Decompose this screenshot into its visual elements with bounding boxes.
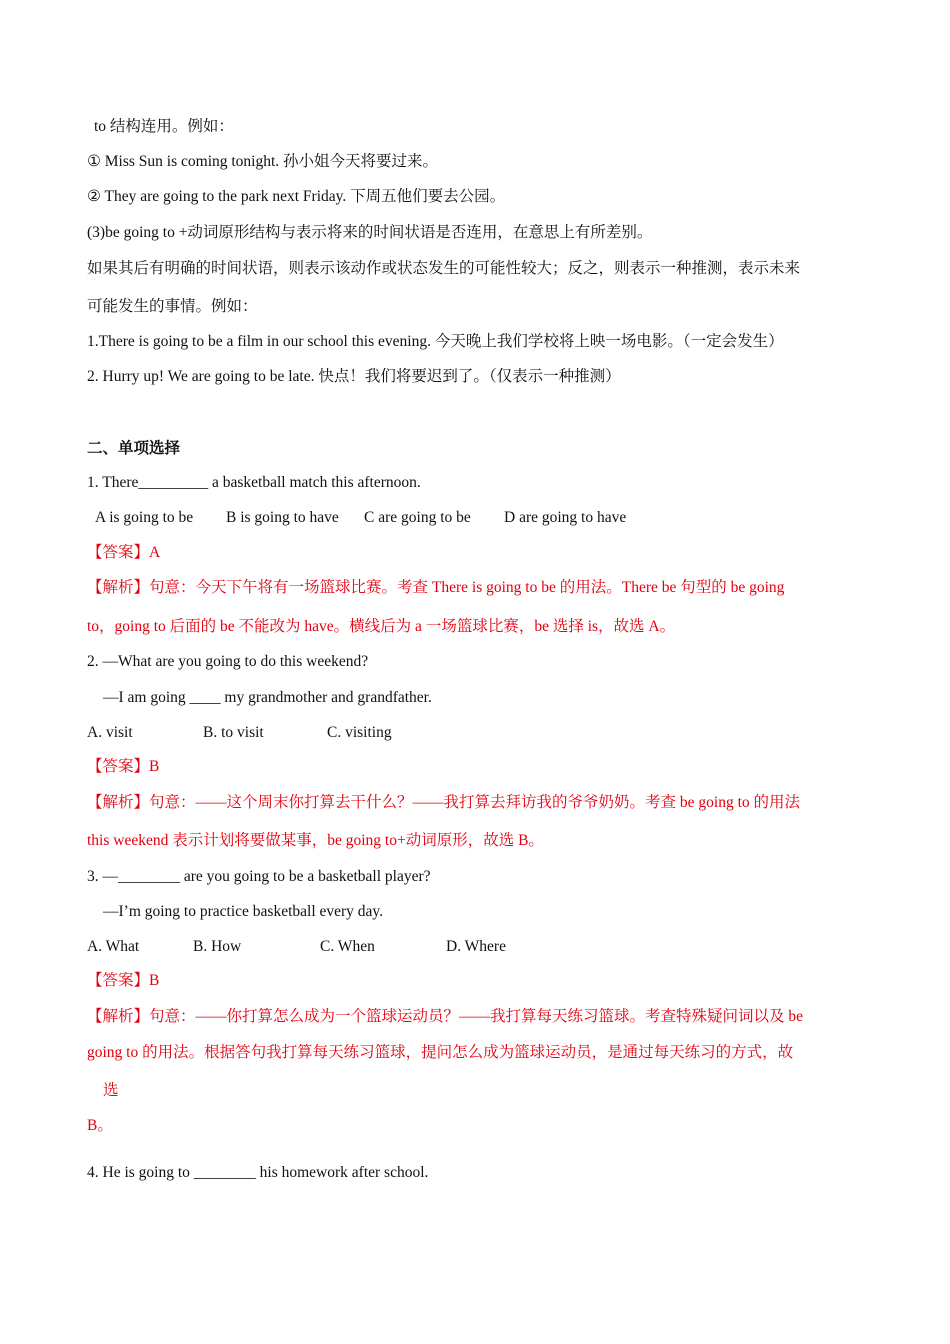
example-sentence: 2. Hurry up! We are going to be late. 快点！我们将要迟到了。（仅表示一种推测）	[87, 368, 621, 385]
example-sentence: 1.There is going to be a film in our school this evening. 今天晚上我们学校将上映一场电影。（一定会发生）	[87, 333, 784, 350]
question-stem: —I’m going to practice basketball every day.	[103, 903, 384, 920]
example-sentence: ② They are going to the park next Friday. 下周五他们要去公园。	[87, 188, 506, 205]
grammar-line: to 结构连用。例如：	[94, 118, 234, 135]
analysis-text: 【解析】句意：——这个周末你打算去干什么？——我打算去拜访我的爷爷奶奶。考查 be going to 的用法	[87, 794, 800, 811]
analysis-text: 选	[103, 1082, 119, 1099]
answer-label: 【答案】B	[87, 758, 160, 775]
option-d: D. Where	[446, 938, 506, 955]
section-title: 二、单项选择	[87, 440, 181, 457]
question-options	[87, 937, 506, 957]
question-stem: 1. There_________ a basketball match this afternoon.	[87, 474, 421, 491]
analysis-text: to，going to 后面的 be 不能改为 have。横线后为 a 一场篮球比赛，be 选择 is，故选 A。	[87, 618, 676, 635]
analysis-text: this weekend 表示计划将要做某事，be going to+动词原形，故选 B。	[87, 832, 544, 849]
analysis-text: going to 的用法。根据答句我打算每天练习篮球，提问怎么成为篮球运动员，是通过每天练习的方式，故	[87, 1044, 794, 1061]
question-stem: 2. —What are you going to do this weekend?	[87, 653, 369, 670]
grammar-rule-description: 可能发生的事情。例如：	[87, 298, 258, 315]
answer-label: 【答案】A	[87, 544, 161, 561]
grammar-rule: (3)be going to +动词原形结构与表示将来的时间状语是否连用，在意思上有所差别。	[87, 224, 653, 241]
question-options	[87, 723, 392, 743]
analysis-text: B。	[87, 1117, 113, 1134]
option-c: C. visiting	[327, 724, 392, 741]
option-a: A. visit	[87, 724, 133, 741]
example-sentence: ① Miss Sun is coming tonight. 孙小姐今天将要过来。	[87, 153, 439, 170]
question-options	[95, 508, 626, 528]
option-d: D are going to have	[504, 509, 627, 526]
option-b: B. to visit	[203, 724, 264, 741]
analysis-text: 【解析】句意：——你打算怎么成为一个篮球运动员？——我打算每天练习篮球。考查特殊疑问词以及 be	[87, 1008, 804, 1025]
question-stem: 4. He is going to ________ his homework after school.	[87, 1164, 429, 1181]
option-a: A is going to be	[95, 509, 194, 526]
option-a: A. What	[87, 938, 140, 955]
analysis-text: 【解析】句意：今天下午将有一场篮球比赛。考查 There is going to be 的用法。There be 句型的 be going	[87, 579, 785, 596]
question-stem: 3. —________ are you going to be a basketball player?	[87, 868, 431, 885]
grammar-rule-description: 如果其后有明确的时间状语，则表示该动作或状态发生的可能性较大；反之，则表示一种推测，表示未来	[87, 260, 801, 277]
option-b: B. How	[193, 938, 242, 955]
answer-label: 【答案】B	[87, 972, 160, 989]
question-stem: —I am going ____ my grandmother and grandfather.	[103, 689, 432, 706]
option-b: B is going to have	[226, 509, 339, 526]
option-c: C are going to be	[364, 509, 471, 526]
option-c: C. When	[320, 938, 375, 955]
